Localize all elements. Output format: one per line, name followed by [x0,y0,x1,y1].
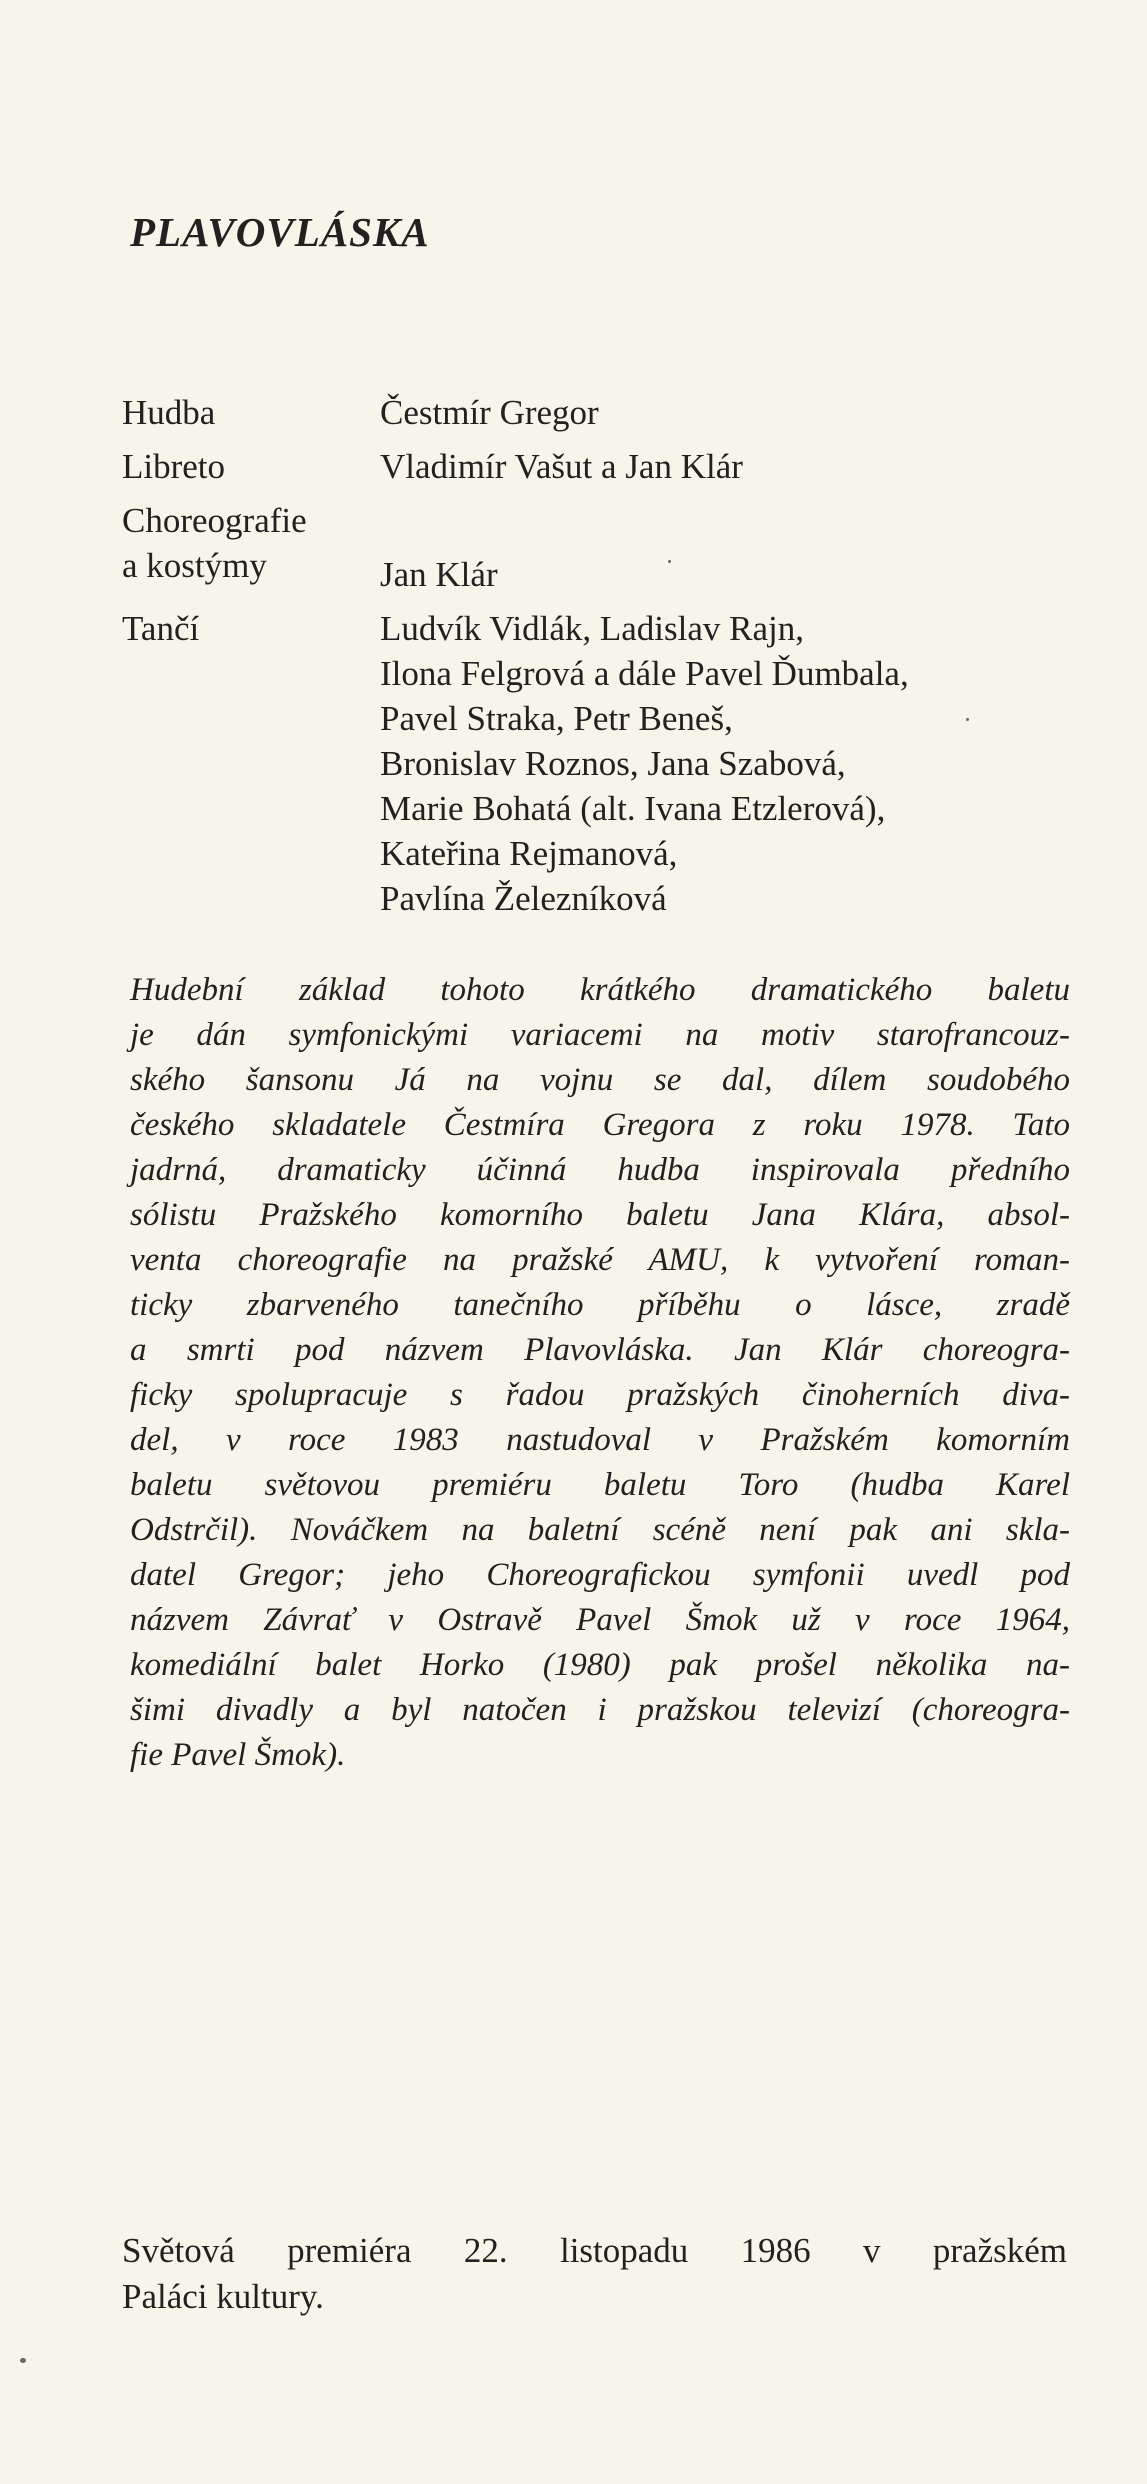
credit-row-choreography [122,498,909,597]
premiere-note [122,2228,1067,2320]
description-line: fie Pavel Šmok). [130,1737,346,1773]
description-line: názvem Závrať v Ostravě Pavel Šmok už v roce 1964, [130,1602,1070,1638]
description-line: del, v roce 1983 nastudoval v Pražském komorním [130,1422,1070,1458]
dancer-line: Marie Bohatá (alt. Ivana Etzlerová), [380,789,886,828]
paper-speck [668,560,671,563]
credit-value: Čestmír Gregor [380,393,599,432]
dancer-line: Pavlína Železníková [380,879,667,918]
description-line: sólistu Pražského komorního baletu Jana Klára, absol- [130,1197,1070,1233]
description-line: Hudební základ tohoto krátkého dramatického baletu [130,972,1070,1008]
description-line: šimi divadly a byl natočen i pražskou televizí (choreogra- [130,1692,1070,1728]
credit-value: Jan Klár [380,555,498,594]
credits-block [122,390,909,930]
description-line: je dán symfonickými variacemi na motiv starofrancouz- [130,1017,1070,1053]
paper-speck [966,718,969,721]
paper-speck [20,2358,26,2363]
description-line: jadrná, dramaticky účinná hudba inspirovala předního [130,1152,1070,1188]
dancer-line: Ludvík Vidlák, Ladislav Rajn, [380,609,804,648]
credit-row-libretto [122,444,909,489]
credit-label: Tančí [122,609,200,648]
dancer-line: Kateřina Rejmanová, [380,834,678,873]
credit-row-dancers [122,606,909,921]
credit-row-music [122,390,909,435]
description-line: českého skladatele Čestmíra Gregora z roku 1978. Tato [130,1107,1070,1143]
description-line: a smrti pod názvem Plavovláska. Jan Klár choreogra- [130,1332,1070,1368]
description-line: komediální balet Horko (1980) pak prošel několika na- [130,1647,1070,1683]
description-line: venta choreografie na pražské AMU, k vytvoření roman- [130,1242,1070,1278]
dancer-line: Pavel Straka, Petr Beneš, [380,699,733,738]
credit-label: Libreto [122,447,226,486]
credit-label-line: Choreografie [122,501,307,540]
description-line: baletu světovou premiéru baletu Toro (hudba Karel [130,1467,1070,1503]
description-line: ského šansonu Já na vojnu se dal, dílem soudobého [130,1062,1070,1098]
credit-label [122,498,380,597]
dancer-line: Ilona Felgrová a dále Pavel Ďumbala, [380,654,909,693]
description-line: ticky zbarveného tanečního příběhu o lásce, zradě [130,1287,1070,1323]
premiere-line: Paláci kultury. [122,2277,324,2316]
description-paragraph [130,968,1070,1778]
dancer-line: Bronislav Roznos, Jana Szabová, [380,744,846,783]
page-title: PLAVOVLÁSKA [130,209,430,255]
premiere-line: Světová premiéra 22. listopadu 1986 v pražském [122,2231,1067,2270]
dancer-list [380,606,909,921]
credit-value: Vladimír Vašut a Jan Klár [380,447,743,486]
description-line: Odstrčil). Nováčkem na baletní scéně není pak ani skla- [130,1512,1070,1548]
description-line: datel Gregor; jeho Choreografickou symfonii uvedl pod [130,1557,1070,1593]
description-line: ficky spolupracuje s řadou pražských činoherních diva- [130,1377,1070,1413]
credit-label-line: a kostýmy [122,546,267,585]
credit-label: Hudba [122,393,216,432]
